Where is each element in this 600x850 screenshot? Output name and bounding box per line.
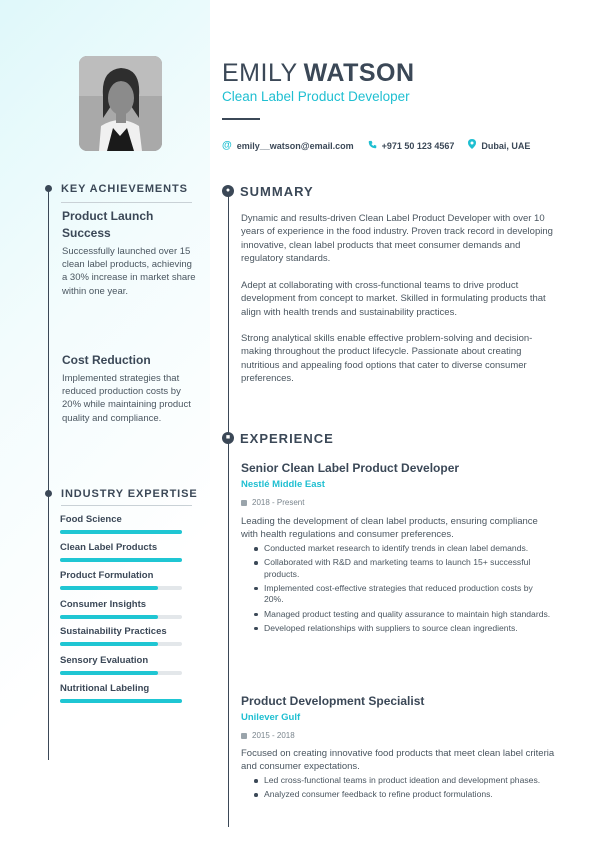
location-text: Dubai, UAE <box>481 140 531 151</box>
skill-item <box>60 570 182 590</box>
achievement-title: Product Launch Success <box>62 209 154 240</box>
skill-name: Sustainability Practices <box>60 626 167 637</box>
job-bullets <box>254 543 554 637</box>
location-pin-icon <box>468 139 476 152</box>
skill-bar-fill <box>60 671 158 675</box>
first-name: EMILY <box>222 59 298 87</box>
skill-bar <box>60 671 182 675</box>
skill-bar-fill <box>60 558 182 562</box>
skill-item <box>60 542 182 562</box>
skill-name: Nutritional Labeling <box>60 683 150 694</box>
job-dates <box>241 498 304 507</box>
phone-icon <box>368 140 377 152</box>
skill-name: Consumer Insights <box>60 599 147 610</box>
profile-photo <box>79 56 162 151</box>
industry-expertise-heading: INDUSTRY EXPERTISE <box>61 488 198 500</box>
achievement-description: Implemented strategies that reduced production costs by 20% while maintaining product quality and compliance. <box>62 373 191 424</box>
calendar-icon <box>241 733 247 739</box>
timeline-dot <box>45 490 52 497</box>
calendar-icon <box>241 500 247 506</box>
phone-text: +971 50 123 4567 <box>381 140 455 151</box>
skill-name: Clean Label Products <box>60 542 158 553</box>
summary-heading: SUMMARY <box>240 184 314 199</box>
job-dates-text: 2018 - Present <box>252 498 305 507</box>
section-divider <box>61 505 192 506</box>
summary-icon: ● <box>222 185 234 197</box>
bullet-item: Developed relationships with suppliers to source clean ingredients. <box>254 623 554 635</box>
job-bullets <box>254 775 554 803</box>
email-text: emily__watson@email.com <box>236 140 354 151</box>
skill-item <box>60 514 182 534</box>
last-name: WATSON <box>303 59 415 87</box>
skill-item <box>60 599 182 619</box>
summary-paragraph: Adept at collaborating with cross-functional teams to drive product development from concept to market. Skilled in formulating products that align with health trends and sustainability practices. <box>241 280 546 318</box>
contact-phone[interactable] <box>368 139 455 152</box>
skill-item <box>60 655 182 675</box>
contact-email[interactable] <box>222 139 354 152</box>
contact-bar <box>222 139 530 152</box>
job-dates <box>241 731 295 740</box>
job-role: Product Development Specialist <box>241 694 425 708</box>
title-underline <box>222 118 260 120</box>
job-dates-text: 2015 - 2018 <box>252 731 295 740</box>
job-role: Senior Clean Label Product Developer <box>241 461 460 475</box>
job-description: Focused on creating innovative food products that meet clean label criteria and consumer expectations. <box>241 748 555 773</box>
left-timeline-line <box>48 187 49 760</box>
skill-bar-fill <box>60 615 158 619</box>
skill-bar-fill <box>60 642 158 646</box>
skill-name: Sensory Evaluation <box>60 655 149 666</box>
skill-bar <box>60 558 182 562</box>
timeline-dot <box>45 185 52 192</box>
contact-location <box>468 139 530 152</box>
section-divider <box>61 202 192 203</box>
at-icon: @ <box>222 139 232 151</box>
skill-name: Food Science <box>60 514 122 525</box>
full-name <box>222 59 415 88</box>
skill-name: Product Formulation <box>60 570 154 581</box>
job-title: Clean Label Product Developer <box>222 89 410 104</box>
bullet-item: Led cross-functional teams in product ideation and development phases. <box>254 775 554 787</box>
skill-bar-fill <box>60 530 182 534</box>
achievement-description: Successfully launched over 15 clean label products, achieving a 30% increase in market share within one year. <box>62 246 196 297</box>
company-name: Unilever Gulf <box>241 712 301 723</box>
bullet-item: Analyzed consumer feedback to refine product formulations. <box>254 789 554 801</box>
briefcase-icon: ■ <box>222 432 234 444</box>
experience-heading: EXPERIENCE <box>240 431 334 446</box>
skill-bar <box>60 699 182 703</box>
key-achievements-heading: KEY ACHIEVEMENTS <box>61 183 188 195</box>
skill-item <box>60 683 182 703</box>
summary-paragraph: Strong analytical skills enable effective problem-solving and decision-making throughout the product lifecycle. Passionate about creating nutritious and appealing food options that cater to diverse consumer preferences. <box>241 333 533 385</box>
skill-item <box>60 626 182 646</box>
skill-bar <box>60 530 182 534</box>
skill-bar-fill <box>60 699 182 703</box>
bullet-item: Collaborated with R&D and marketing teams to launch 15+ successful products. <box>254 557 554 580</box>
skill-bar-fill <box>60 586 158 590</box>
bullet-item: Managed product testing and quality assurance to maintain high standards. <box>254 609 554 621</box>
bullet-item: Implemented cost-effective strategies that reduced production costs by 20%. <box>254 583 554 606</box>
skill-bar <box>60 615 182 619</box>
summary-paragraph: Dynamic and results-driven Clean Label Product Developer with over 10 years of experience in the food industry. Proven track record in developing innovative, clean label products that meet consumer demands and regulatory standards. <box>241 213 553 265</box>
skill-bar <box>60 586 182 590</box>
achievement-title: Cost Reduction <box>62 353 151 367</box>
bullet-item: Conducted market research to identify trends in clean label demands. <box>254 543 554 555</box>
skill-bar <box>60 642 182 646</box>
job-description: Leading the development of clean label products, ensuring compliance with health regulations and consumer preferences. <box>241 516 538 541</box>
right-timeline-line <box>228 192 229 827</box>
company-name: Nestlé Middle East <box>241 479 325 490</box>
